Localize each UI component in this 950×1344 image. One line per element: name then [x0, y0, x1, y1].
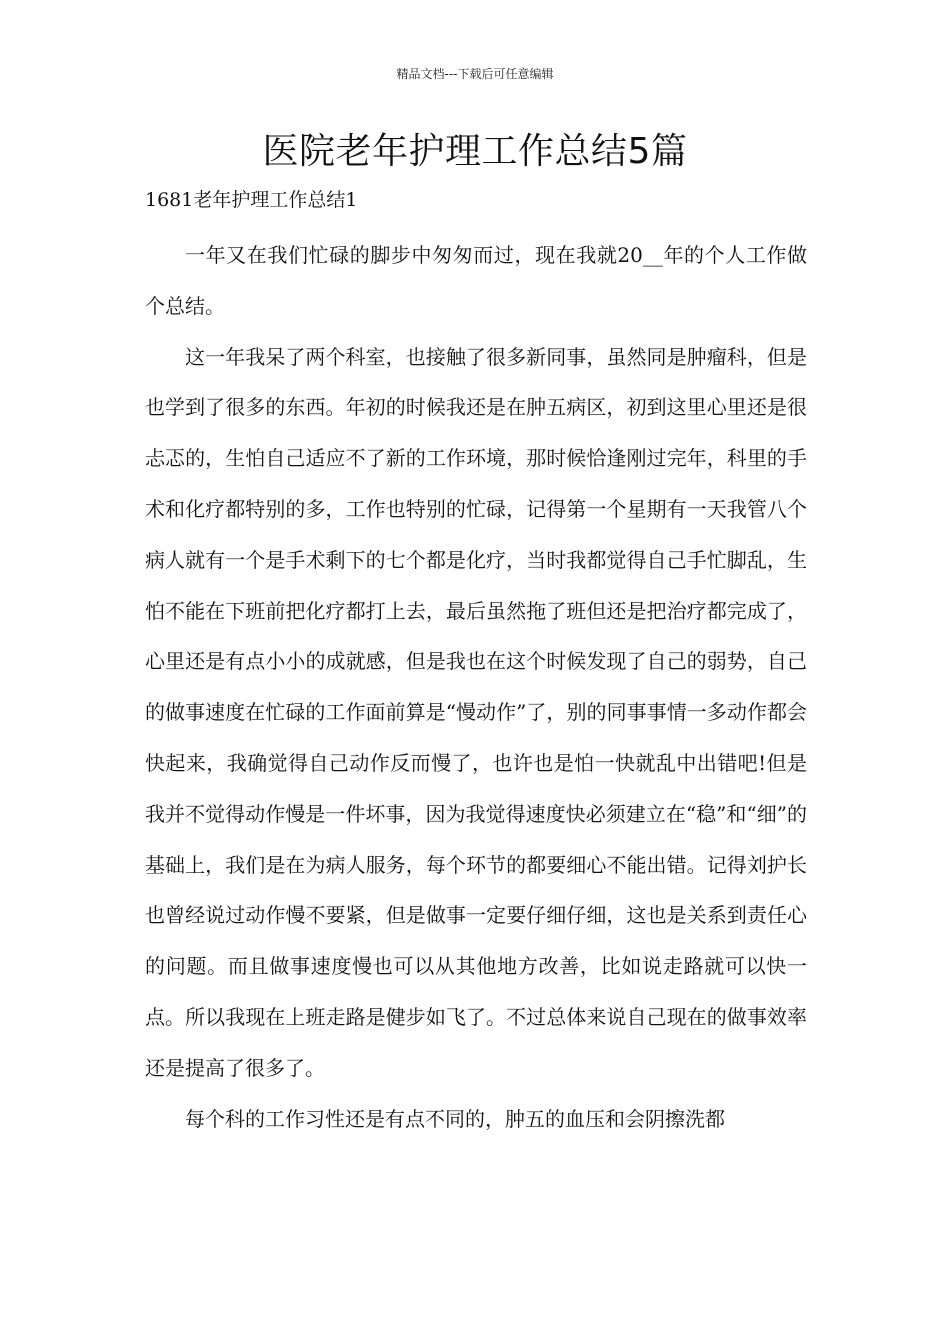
- header-note: 精品文档---下载后可任意编辑: [396, 67, 554, 81]
- document-body: [145, 230, 807, 1144]
- paragraph-3: 每个科的工作习性还是有点不同的，肿五的血压和会阴擦洗都: [185, 1106, 725, 1131]
- paragraph-2: 这一年我呆了两个科室，也接触了很多新同事，虽然同是肿瘤科，但是也学到了很多的东西。年初的时候我还是在肿五病区，初到这里心里还是很忐忑的，生怕自己适应不了新的工作环境，那时候恰逢刚过完年，科里的手术和化疗都特别的多，工作也特别的忙碌，记得第一个星期有一天我管八个病人就有一个是手术剩下的七个都是化疗，当时我都觉得自己手忙脚乱，生怕不能在下班前把化疗都打上去，最后虽然拖了班但还是把治疗都完成了，心里还是有点小小的成就感，但是我也在这个时候发现了自己的弱势，自己的做事速度在忙碌的工作面前算是“慢动作”了，别的同事事情一多动作都会快起来，我确觉得自己动作反而慢了，也许也是怕一快就乱中出错吧!但是我并不觉得动作慢是一件坏事，因为我觉得速度快必须建立在“稳”和“细”的基础上，我们是在为病人服务，每个环节的都要细心不能出错。记得刘护长也曾经说过动作慢不要紧，但是做事一定要仔细仔细，这也是关系到责任心的问题。而且做事速度慢也可以从其他地方改善，比如说走路就可以快一点。所以我现在上班走路是健步如飞了。不过总体来说自己现在的做事效率还是提高了很多了。: [145, 344, 807, 1080]
- paragraph-1: 一年又在我们忙碌的脚步中匆匆而过，现在我就20__年的个人工作做个总结。: [145, 243, 807, 318]
- section-heading: 1681老年护理工作总结1: [145, 189, 358, 211]
- document-title: 医院老年护理工作总结5篇: [262, 131, 688, 172]
